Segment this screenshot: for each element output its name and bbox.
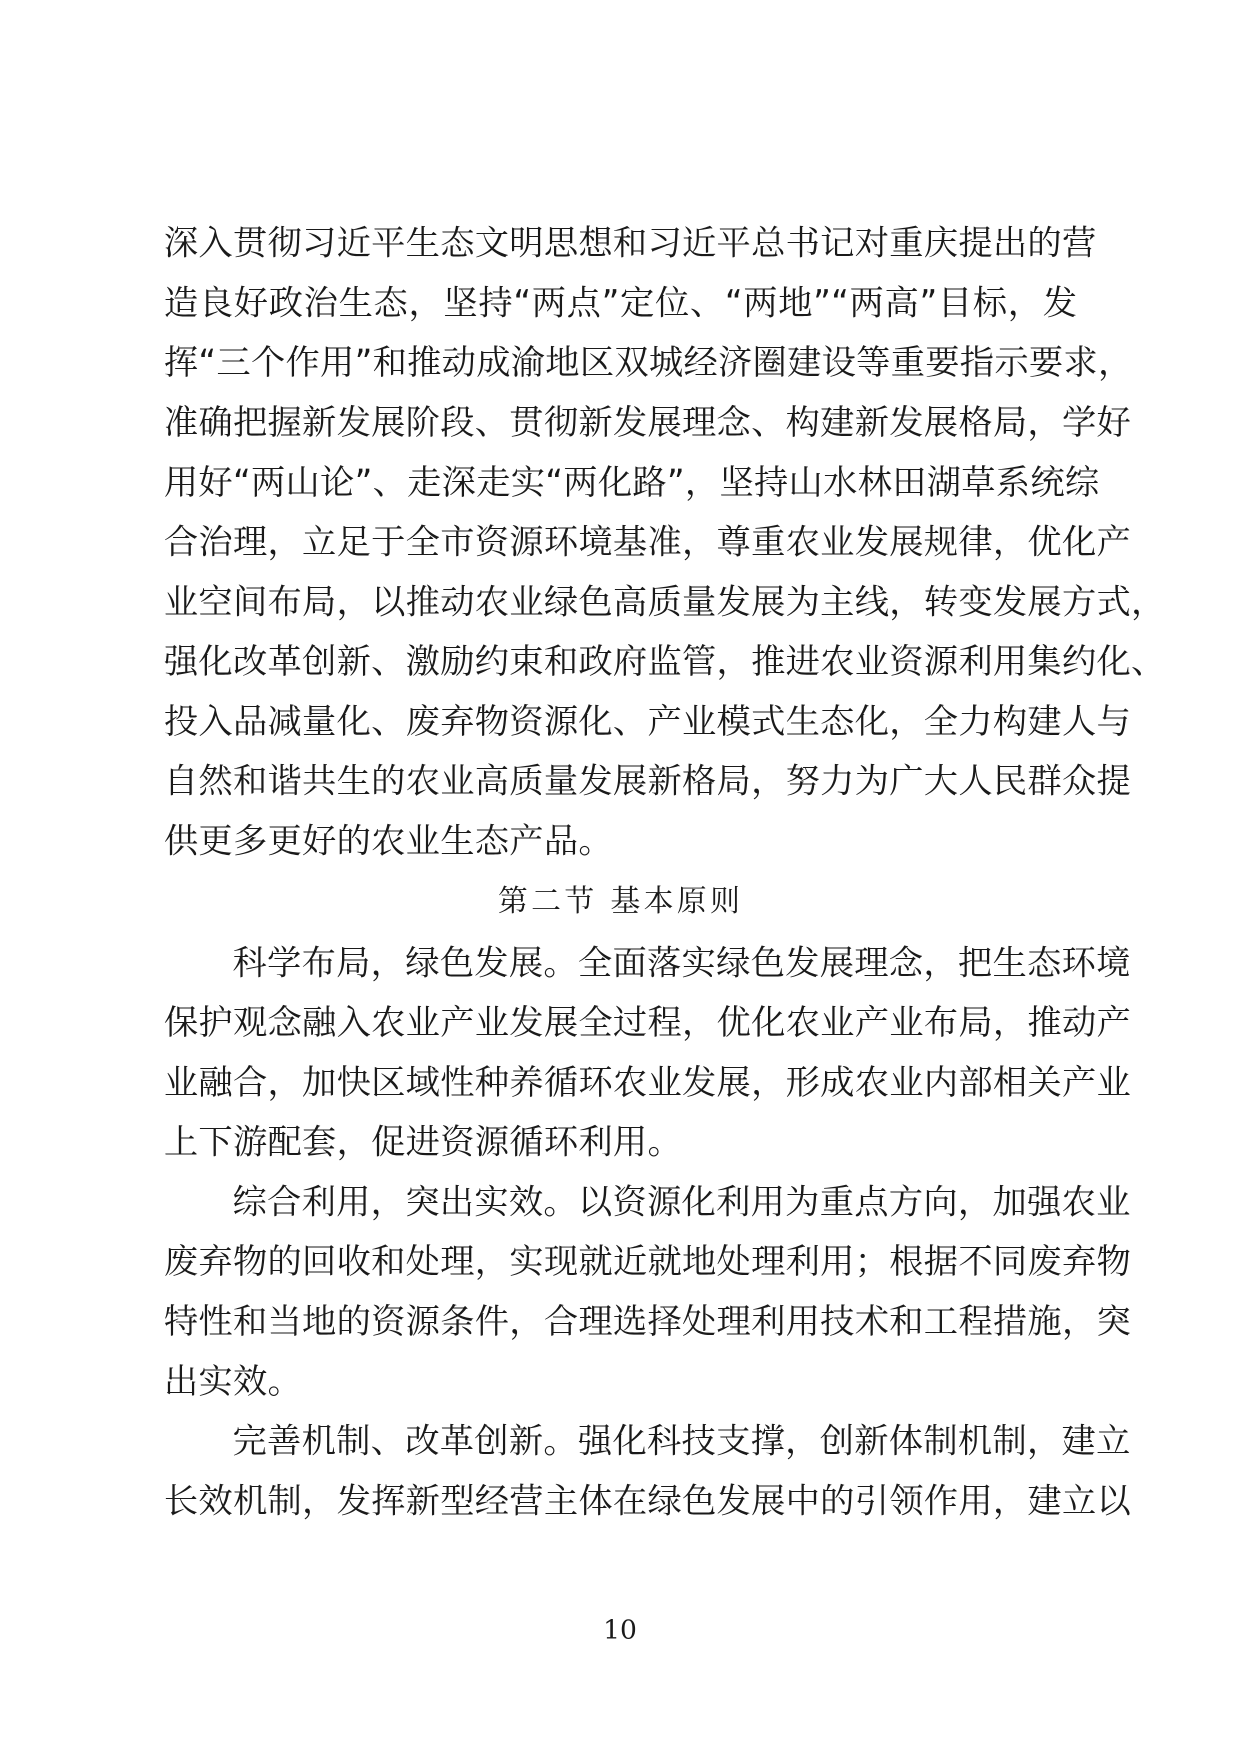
paragraph-line: 特性和当地的资源条件，合理选择处理利用技术和工程措施，突 <box>163 1302 1132 1342</box>
paragraph-line: 综合利用，突出实效。以资源化利用为重点方向，加强农业 <box>232 1182 1131 1223</box>
paragraph-line: 供更多更好的农业生态产品。 <box>163 821 613 862</box>
paragraph-line: 业空间布局，以推动农业绿色高质量发展为主线，转变发展方式， <box>163 582 1166 623</box>
paragraph-line: 用好“两山论”、走深走实“两化路”，坚持山水林田湖草系统综 <box>163 462 1100 503</box>
paragraph-line: 深入贯彻习近平生态文明思想和习近平总书记对重庆提出的营 <box>163 223 1097 264</box>
section-heading: 第二节 基本原则 <box>497 884 744 919</box>
paragraph-line: 合治理，立足于全市资源环境基准，尊重农业发展规律，优化产 <box>163 522 1132 563</box>
page-number: 10 <box>603 1614 637 1646</box>
paragraph-line: 废弃物的回收和处理，实现就近就地处理利用；根据不同废弃物 <box>163 1242 1132 1283</box>
paragraph-line: 准确把握新发展阶段、贯彻新发展理念、构建新发展格局，学好 <box>163 403 1132 443</box>
paragraph-line: 投入品减量化、废弃物资源化、产业模式生态化，全力构建人与 <box>163 701 1132 742</box>
paragraph-line: 强化改革创新、激励约束和政府监管，推进农业资源利用集约化、 <box>163 642 1166 683</box>
paragraph-line: 造良好政治生态，坚持“两点”定位、“两地”“两高”目标，发 <box>163 283 1078 324</box>
paragraph-line: 科学布局，绿色发展。全面落实绿色发展理念，把生态环境 <box>232 943 1131 984</box>
paragraph-line: 保护观念融入农业产业发展全过程，优化农业产业布局，推动产 <box>163 1003 1132 1043</box>
paragraph-line: 出实效。 <box>163 1361 303 1402</box>
paragraph-line: 业融合，加快区域性种养循环农业发展，形成农业内部相关产业 <box>163 1062 1132 1103</box>
document-body <box>163 214 1166 1532</box>
paragraph-line: 完善机制、改革创新。强化科技支撑，创新体制机制，建立 <box>232 1421 1131 1462</box>
paragraph-line: 自然和谐共生的农业高质量发展新格局，努力为广大人民群众提 <box>163 761 1132 802</box>
paragraph-line: 上下游配套，促进资源循环利用。 <box>163 1122 683 1163</box>
paragraph-line: 长效机制，发挥新型经营主体在绿色发展中的引领作用，建立以 <box>163 1481 1132 1522</box>
paragraph-line: 挥“三个作用”和推动成渝地区双城经济圈建设等重要指示要求， <box>163 343 1133 384</box>
